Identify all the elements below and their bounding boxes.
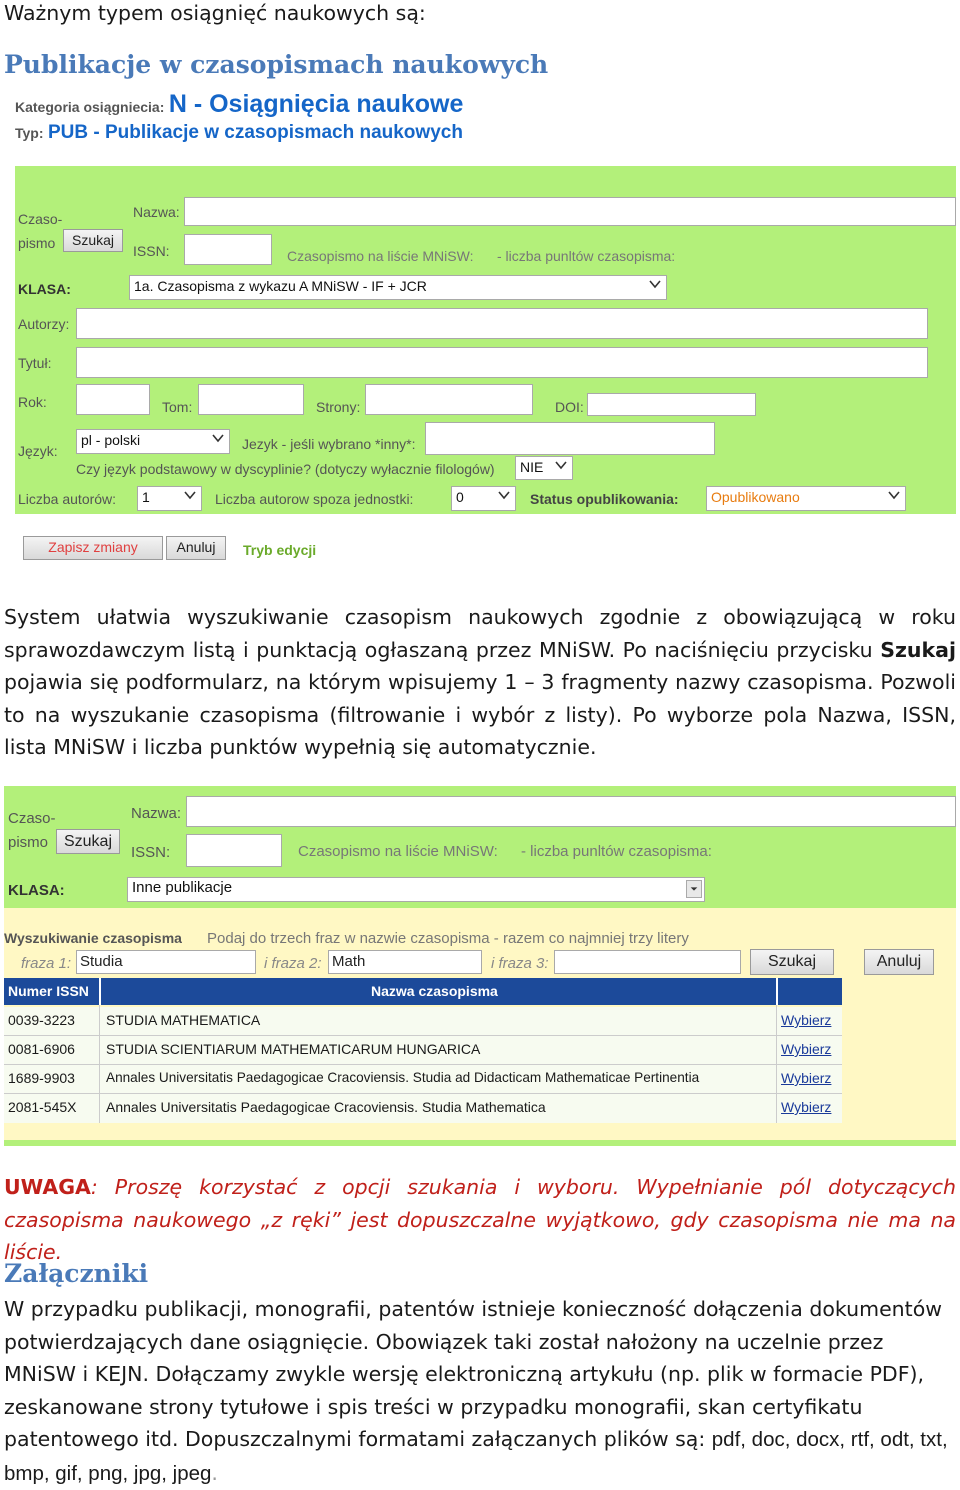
row-issn: 1689-9903: [8, 1070, 75, 1086]
volume-label: Tom:: [162, 399, 193, 415]
journal-search-button-2[interactable]: Szukaj: [56, 829, 120, 854]
phrase1-value: Studia: [80, 953, 123, 970]
paragraph1-end: pojawia się podformularz, na którym wpisujemy 1 – 3 fragmenty nazwy czasopisma. Pozwoli to na wyszukanie czasopisma (filtrowanie i wybór z listy). Po wyborze pola Nazwa, ISSN, lista MNiSW i liczba punktów wypełnią się automatycznie.: [4, 670, 956, 759]
chevron-down-icon: [555, 459, 567, 471]
paragraph-search-description: [4, 601, 956, 764]
pages-label: Strony:: [316, 399, 361, 415]
czaso-label: Czaso-: [18, 211, 63, 227]
klasa-select-2[interactable]: [127, 877, 705, 902]
doi-field[interactable]: [587, 393, 756, 416]
type-label: Typ:: [15, 125, 44, 141]
title-label: Tytuł:: [18, 355, 52, 371]
issn-label-2: ISSN:: [131, 844, 171, 861]
edit-mode-label: Tryb edycji: [243, 542, 317, 558]
category-value: N - Osiągnięcia naukowe: [168, 90, 464, 118]
table-row: [4, 1094, 842, 1123]
name-label-2: Nazwa:: [131, 805, 182, 822]
paragraph1-bold: Szukaj: [880, 637, 956, 662]
chevron-down-icon: [649, 278, 661, 290]
type-row: [15, 122, 463, 144]
doi-label: DOI:: [555, 399, 584, 415]
title-field[interactable]: [76, 347, 928, 378]
phrase1-label: fraza 1:: [21, 955, 72, 972]
language-select-value: pl - polski: [81, 432, 141, 448]
year-field[interactable]: [76, 384, 150, 415]
issn-field[interactable]: [184, 234, 272, 265]
authors-label: Autorzy:: [18, 316, 70, 332]
intro-text: Ważnym typem osiągnięć naukowych są:: [4, 1, 426, 25]
pages-field[interactable]: [365, 384, 533, 415]
search-subform-title: Wyszukiwanie czasopisma: [4, 930, 182, 946]
external-authors-value: 0: [456, 489, 464, 505]
select-link[interactable]: Wybierz: [781, 1041, 832, 1057]
paragraph-attachments: [4, 1293, 956, 1490]
save-changes-button[interactable]: Zapisz zmiany: [23, 536, 163, 560]
phrase3-label: i fraza 3:: [491, 955, 549, 972]
klasa-select[interactable]: [129, 275, 667, 300]
row-name: Annales Universitatis Paedagogicae Cracoviensis. Studia ad Didacticam Mathematicae Pertinentia: [106, 1070, 700, 1085]
phrase3-field[interactable]: [554, 950, 741, 974]
header-name: Nazwa czasopisma: [371, 983, 498, 999]
attachments-text: W przypadku publikacji, monografii, patentów istnieje konieczność dołączenia dokumentów potwierdzających dane osiągnięcie. Obowiązek taki został nałożony na uczelnie przez MNiSW i KEJN. Dołączamy zwykle wersję elektroniczną artykułu (np. plik w formacie PDF), zeskanowane strony tytułowe i spis treści w przypadku monografii, skan certyfikatu patentowego itd. Dopuszczalnymi formatami załączanych plików są:: [4, 1297, 943, 1451]
table-row: [4, 1007, 842, 1036]
table-row: [4, 1065, 842, 1094]
klasa-label: KLASA:: [18, 281, 71, 297]
author-count-select[interactable]: [137, 486, 202, 511]
points-label-2: - liczba punltów czasopisma:: [521, 843, 712, 860]
attachments-period: .: [211, 1460, 218, 1485]
klasa-select-value: 1a. Czasopisma z wykazu A MNiSW - IF + JCR: [134, 278, 427, 294]
external-authors-select[interactable]: [451, 486, 516, 511]
subform-cancel-button[interactable]: Anuluj: [864, 949, 934, 975]
issn-field-2[interactable]: [186, 834, 282, 867]
philology-select-value: NIE: [520, 459, 544, 475]
warning-lead: UWAGA: [4, 1175, 91, 1199]
volume-field[interactable]: [198, 384, 304, 415]
language-select[interactable]: [76, 429, 230, 454]
table-divider: [4, 1093, 842, 1094]
row-issn: 0039-3223: [8, 1012, 75, 1028]
status-select[interactable]: [706, 486, 906, 511]
klasa-select-value-2: Inne publikacje: [132, 879, 233, 896]
cancel-button[interactable]: Anuluj: [166, 536, 226, 560]
dropdown-arrow-icon: [686, 880, 702, 898]
subform-bottom-border: [4, 1140, 956, 1146]
warning-note: [4, 1171, 956, 1269]
klasa-label-2: KLASA:: [8, 882, 65, 899]
row-name: STUDIA MATHEMATICA: [106, 1012, 261, 1028]
row-name: Annales Universitatis Paedagogicae Cracoviensis. Studia Mathematica: [106, 1099, 546, 1115]
name-label: Nazwa:: [133, 204, 180, 220]
select-link[interactable]: Wybierz: [781, 1012, 832, 1028]
search-subform-hint: Podaj do trzech fraz w nazwie czasopisma - razem co najmniej trzy litery: [207, 930, 689, 947]
phrase2-value: Math: [332, 953, 366, 970]
philology-select[interactable]: [515, 456, 573, 480]
section-title-publications: Publikacje w czasopismach naukowych: [4, 50, 549, 79]
subform-search-button[interactable]: Szukaj: [750, 949, 834, 975]
row-issn: 0081-6906: [8, 1041, 75, 1057]
paragraph1-start: System ułatwia wyszukiwanie czasopism naukowych zgodnie z obowiązującą w roku sprawozdawczym listą i punktacją ogłaszaną przez MNiSW. Po naciśnięciu przycisku: [4, 605, 956, 662]
chevron-down-icon: [184, 489, 196, 501]
philology-label: Czy język podstawowy w dyscyplinie? (dotyczy wyłacznie filologów): [76, 461, 495, 477]
table-divider: [4, 1035, 842, 1036]
results-table-header: [4, 978, 842, 1005]
attachments-formats: pdf, doc, docx, rtf, odt, txt, bmp, gif, png, jpg, jpeg: [4, 1428, 948, 1485]
author-count-label: Liczba autorów:: [18, 491, 117, 507]
name-field-2[interactable]: [186, 796, 956, 827]
warning-text: : Proszę korzystać z opcji szukania i wyboru. Wypełnianie pól dotyczących czasopisma naukowego „z ręki” jest dopuszczalne wyjątkowo, gdy czasopisma nie ma na liście.: [4, 1175, 956, 1264]
external-authors-label: Liczba autorow spoza jednostki:: [215, 491, 414, 507]
chevron-down-icon: [212, 432, 224, 444]
phrase2-field[interactable]: [328, 950, 482, 974]
select-link[interactable]: Wybierz: [781, 1099, 832, 1115]
czaso-label-2: Czaso-: [8, 810, 56, 827]
header-issn: Numer ISSN: [8, 983, 89, 999]
type-value: PUB - Publikacje w czasopismach naukowych: [47, 122, 463, 143]
category-row: [15, 90, 463, 119]
author-count-value: 1: [142, 489, 150, 505]
select-link[interactable]: Wybierz: [781, 1070, 832, 1086]
pismo-label: pismo: [18, 235, 56, 251]
status-label: Status opublikowania:: [530, 491, 679, 507]
year-label: Rok:: [18, 394, 47, 410]
mnisw-label-2: Czasopismo na liście MNiSW:: [298, 843, 498, 860]
table-row: [4, 1036, 842, 1065]
name-field[interactable]: [184, 197, 956, 226]
row-name: STUDIA SCIENTIARUM MATHEMATICARUM HUNGARICA: [106, 1041, 481, 1057]
language-other-field[interactable]: [425, 422, 715, 455]
phrase2-label: i fraza 2:: [264, 955, 322, 972]
mnisw-label: Czasopismo na liście MNiSW:: [287, 248, 474, 264]
table-divider: [4, 1064, 842, 1065]
pismo-label-2: pismo: [8, 834, 49, 851]
phrase1-field[interactable]: [76, 950, 256, 974]
points-label: - liczba punltów czasopisma:: [497, 248, 676, 264]
row-issn: 2081-545X: [8, 1099, 77, 1115]
language-other-label: Jezyk - jeśli wybrano *inny*:: [242, 436, 416, 452]
language-label: Język:: [18, 443, 58, 459]
journal-search-button[interactable]: Szukaj: [63, 229, 123, 252]
issn-label: ISSN:: [133, 243, 170, 259]
chevron-down-icon: [498, 489, 510, 501]
chevron-down-icon: [888, 489, 900, 501]
status-select-value: Opublikowano: [711, 489, 800, 505]
authors-field[interactable]: [76, 308, 928, 339]
section-title-attachments: Załączniki: [4, 1259, 149, 1288]
category-label: Kategoria osiągniecia:: [15, 99, 165, 115]
